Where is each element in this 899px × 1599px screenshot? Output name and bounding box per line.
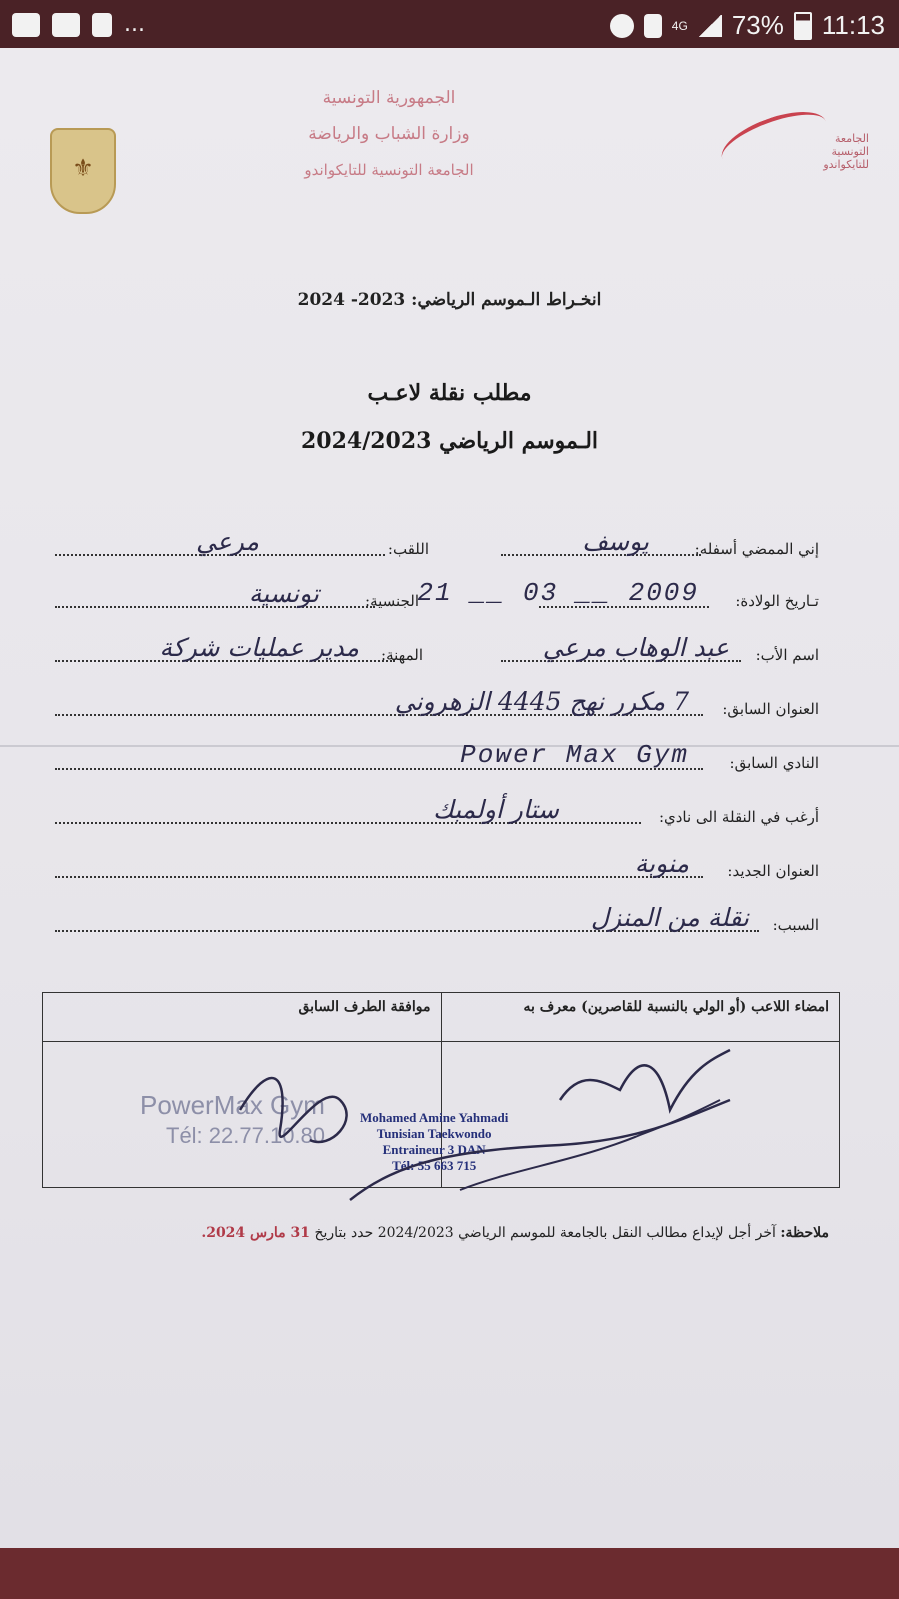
alarm-icon — [610, 14, 634, 38]
nationality-label: الجنسية: — [365, 592, 419, 610]
document-header — [259, 80, 519, 188]
form-subtitle: الـموسم الرياضي 2024/2023 — [300, 428, 599, 454]
prev-club-label: النادي السابق: — [729, 754, 819, 772]
status-bar — [0, 0, 899, 52]
surname-value: مرعي — [196, 527, 259, 556]
surname-label: اللقب: — [387, 540, 429, 558]
flipboard-icon — [92, 13, 112, 37]
new-club-value: ستار أولمبك — [433, 795, 559, 824]
tunisia-coat-of-arms: ⚜ — [50, 128, 116, 214]
republic-line: الجمهورية التونسية — [322, 88, 456, 108]
field-row-birth — [55, 578, 819, 614]
field-row-prev-address — [55, 687, 819, 722]
player-signature-header: امضاء اللاعب (أو الولي بالنسبة للقاصرين) معرف به — [441, 993, 840, 1042]
field-row-prev-club — [55, 740, 819, 776]
logo-swoosh-icon — [715, 101, 833, 180]
federation-line: الجامعة التونسية للتايكواندو — [304, 161, 474, 179]
new-address-value: منوبة — [634, 849, 689, 878]
note-text: آخر أجل لإيداع مطالب النقل بالجامعة للموسم الرياضي 2024/2023 حدد بتاريخ — [314, 1225, 776, 1241]
vibrate-icon — [644, 14, 662, 38]
signal-icon — [698, 15, 722, 37]
field-row-new-club — [55, 795, 819, 830]
signatory-value: يوسف — [582, 527, 649, 556]
form-title: مطلب نقلة لاعـب — [367, 380, 532, 406]
status-right — [610, 10, 885, 41]
signatory-label: إني الممضي أسفله: — [694, 540, 819, 558]
new-address-label: العنوان الجديد: — [727, 862, 819, 880]
more-notifications: ... — [124, 12, 145, 37]
network-type: 4G — [671, 18, 688, 33]
battery-icon — [794, 12, 812, 40]
youtube-icon — [12, 13, 40, 37]
gym-stamp-tel: Tél: 22.77.10.80 — [166, 1123, 326, 1148]
gym-stamp-name: PowerMax Gym — [140, 1090, 325, 1120]
reason-value: نقلة من المنزل — [590, 903, 749, 932]
prev-address-value: 7 مكرر نهج 4445 الزهروني — [394, 687, 689, 716]
handwritten-signatures — [40, 1040, 860, 1220]
father-label: اسم الأب: — [755, 646, 819, 664]
new-club-label: أرغب في النقلة الى نادي: — [658, 808, 819, 826]
photo-bottom-edge — [0, 1548, 899, 1599]
birth-label: تـاريخ الولادة: — [735, 592, 819, 610]
note — [69, 1225, 829, 1241]
federation-logo — [719, 108, 869, 188]
clock: 11:13 — [821, 10, 885, 40]
battery-percent: 73% — [731, 10, 784, 40]
birth-value: 21 __ 03 __ 2009 — [417, 578, 699, 608]
previous-party-header: موافقة الطرف السابق — [43, 993, 442, 1042]
field-row-new-address — [55, 849, 819, 884]
field-row-signatory — [55, 527, 819, 562]
status-left-icons — [12, 12, 145, 37]
ministry-line: وزارة الشباب والرياضة — [308, 124, 470, 144]
field-row-father — [55, 633, 819, 668]
message-icon — [52, 13, 80, 37]
job-label: المهنة: — [381, 646, 423, 664]
reason-label: السبب: — [772, 916, 819, 934]
coach-stamp: Mohamed Amine Yahmadi Tunisian Taekwondo Entraineur 3 DAN Tél: 55 663 715 — [360, 1110, 509, 1173]
season-line: انخـراط الـموسم الرياضي: 2023- 2024 — [297, 290, 602, 310]
logo-text: الجامعة التونسية للتايكواندو — [823, 132, 869, 171]
nationality-value: تونسية — [248, 579, 319, 608]
note-deadline: 31 مارس 2024. — [201, 1225, 311, 1241]
job-value: مدير عمليات شركة — [159, 633, 359, 662]
prev-club-value: Power Max Gym — [460, 740, 689, 770]
prev-address-label: العنوان السابق: — [722, 700, 819, 718]
note-label: ملاحظة: — [780, 1225, 829, 1241]
father-value: عبد الوهاب مرعي — [542, 633, 729, 662]
field-row-reason — [55, 903, 819, 938]
